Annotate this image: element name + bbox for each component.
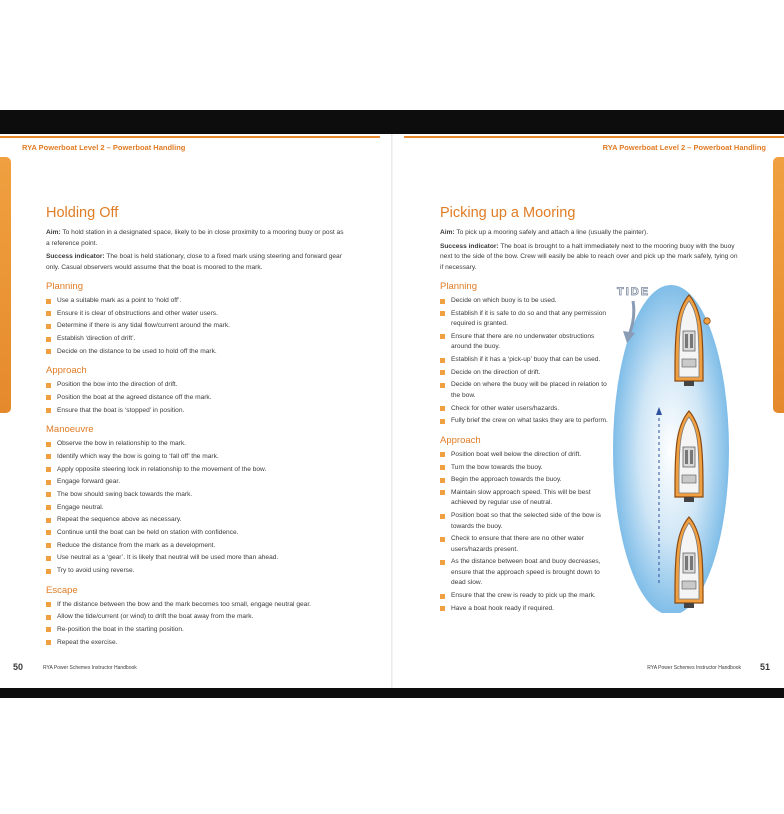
list-item xyxy=(46,406,346,417)
list-item xyxy=(46,465,346,476)
aim-paragraph xyxy=(46,228,346,249)
bullet-square-icon xyxy=(46,518,51,523)
list-item-text: Allow the tide/current (or wind) to drift the boat away from the mark. xyxy=(57,613,254,621)
aim-text: To pick up a mooring safely and attach a line (usually the painter). xyxy=(454,229,649,236)
aim-paragraph xyxy=(440,228,740,239)
list-item xyxy=(440,488,616,509)
list-item-text: Re-position the boat in the starting position. xyxy=(57,625,184,633)
list-item xyxy=(440,355,616,366)
section-heading: Approach xyxy=(46,365,87,377)
bullet-square-icon xyxy=(440,370,445,375)
section-tab xyxy=(773,157,784,413)
list-item xyxy=(46,309,346,320)
tide-label xyxy=(617,286,650,298)
list-item xyxy=(46,528,346,539)
list-item-text: Position boat so that the selected side of the bow is towards the buoy. xyxy=(451,512,601,530)
list-item-text: Have a boat hook ready if required. xyxy=(451,604,554,612)
section-heading: Manoeuvre xyxy=(46,424,94,436)
page-title: Picking up a Mooring xyxy=(440,205,576,221)
bullet-square-icon xyxy=(440,311,445,316)
bullet-square-icon xyxy=(46,324,51,329)
bullet-square-icon xyxy=(440,358,445,363)
list-item-text: Ensure it is clear of obstructions and other water users. xyxy=(57,309,218,317)
bullet-square-icon xyxy=(46,556,51,561)
bullet-square-icon xyxy=(46,395,51,400)
list-item xyxy=(46,553,346,564)
list-item xyxy=(440,557,616,589)
list-item xyxy=(46,439,346,450)
list-item xyxy=(46,347,346,358)
list-item xyxy=(46,625,346,636)
aim-text: To hold station in a designated space, likely to be in close proximity to a mooring buoy or post as a reference point. xyxy=(46,229,344,247)
list-item xyxy=(46,321,346,332)
list-item xyxy=(46,380,346,391)
bullet-square-icon xyxy=(46,640,51,645)
bullet-square-icon xyxy=(440,334,445,339)
bullet-list xyxy=(46,600,346,649)
list-item xyxy=(46,600,346,611)
page-number: 50 xyxy=(13,662,24,672)
header-rule xyxy=(404,136,784,138)
list-item xyxy=(440,604,616,615)
list-item xyxy=(46,503,346,514)
bullet-square-icon xyxy=(46,442,51,447)
success-label: Success indicator: xyxy=(440,242,499,250)
bullet-square-icon xyxy=(46,383,51,388)
bullet-square-icon xyxy=(46,311,51,316)
list-item xyxy=(440,416,616,427)
list-item xyxy=(46,296,346,307)
list-item-text: If the distance between the bow and the mark becomes too small, engage neutral gear. xyxy=(57,600,312,608)
bullet-square-icon xyxy=(46,480,51,485)
sections xyxy=(46,281,346,648)
list-item-text: Use neutral as a ‘gear’. It is likely that neutral will be used more than ahead. xyxy=(57,554,279,562)
list-item-text: Turn the bow towards the buoy. xyxy=(451,463,543,471)
list-item-text: Establish ‘direction of drift’. xyxy=(57,335,136,343)
section-heading: Approach xyxy=(440,434,481,446)
list-item-text: As the distance between boat and buoy decreases, ensure that the approach speed is brought down to dead slow. xyxy=(451,558,601,587)
right-page xyxy=(392,134,784,688)
success-text: The boat is held stationary, close to a fixed mark using steering and forward gear only. Casual observers would assume that the boat is moored to the mark. xyxy=(46,253,342,271)
bullet-square-icon xyxy=(46,408,51,413)
bullet-square-icon xyxy=(440,406,445,411)
bullet-square-icon xyxy=(46,492,51,497)
top-black-bar xyxy=(0,110,784,134)
bullet-square-icon xyxy=(440,594,445,599)
running-header: RYA Powerboat Level 2 – Powerboat Handling xyxy=(22,143,186,152)
list-item xyxy=(46,490,346,501)
page-title: Holding Off xyxy=(46,205,119,221)
list-item-text: Position the boat at the agreed distance off the mark. xyxy=(57,393,212,401)
list-item-text: Engage forward gear. xyxy=(57,478,121,486)
list-item-text: Decide on the distance to be used to hold off the mark. xyxy=(57,347,217,355)
list-item xyxy=(46,541,346,552)
list-item-text: Reduce the distance from the mark as a development. xyxy=(57,541,216,549)
list-item-text: Position boat well below the direction of drift. xyxy=(451,450,582,458)
list-item-text: Engage neutral. xyxy=(57,503,104,511)
list-item xyxy=(440,591,616,602)
list-item-text: Decide on which buoy is to be used. xyxy=(451,297,557,304)
list-item xyxy=(440,404,616,415)
bullet-square-icon xyxy=(440,452,445,457)
list-item-text: Use a suitable mark as a point to ‘hold off’. xyxy=(57,297,182,304)
list-item xyxy=(46,515,346,526)
list-item-text: Continue until the boat can be held on station with confidence. xyxy=(57,528,239,536)
bullet-square-icon xyxy=(440,537,445,542)
bullet-square-icon xyxy=(440,383,445,388)
success-text: The boat is brought to a halt immediately next to the mooring buoy with the buoy next to the side of the bow. Crew will easily be able to reach over and pick up the mark safely, tying on if necessary. xyxy=(440,242,738,271)
running-header: RYA Powerboat Level 2 – Powerboat Handling xyxy=(602,143,766,152)
list-item xyxy=(46,452,346,463)
bullet-square-icon xyxy=(46,543,51,548)
left-page xyxy=(0,134,392,688)
list-item xyxy=(440,450,616,461)
page-content xyxy=(46,205,346,650)
list-item-text: Ensure that the crew is ready to pick up the mark. xyxy=(451,592,596,600)
list-item xyxy=(46,612,346,623)
bullet-square-icon xyxy=(440,560,445,565)
list-item xyxy=(46,638,346,649)
list-item xyxy=(440,475,616,486)
list-item-text: Apply opposite steering lock in relationship to the movement of the bow. xyxy=(57,465,267,473)
success-label: Success indicator: xyxy=(46,253,105,260)
mooring-illustration xyxy=(611,283,756,613)
bullet-square-icon xyxy=(440,606,445,611)
bullet-square-icon xyxy=(46,454,51,459)
bullet-square-icon xyxy=(440,419,445,424)
list-item-text: Try to avoid using reverse. xyxy=(57,567,135,574)
list-item xyxy=(46,393,346,404)
list-item-text: Check to ensure that there are no other water users/hazards present. xyxy=(451,535,585,553)
bullet-square-icon xyxy=(440,299,445,304)
section-tab xyxy=(0,157,11,413)
list-item-text: Ensure that there are no underwater obstructions around the buoy. xyxy=(451,332,595,351)
bullet-square-icon xyxy=(46,615,51,620)
list-item-text: Establish if it has a ‘pick-up’ buoy that can be used. xyxy=(451,356,601,364)
bullet-list xyxy=(46,296,346,357)
footer-text: RYA Power Schemes Instructor Handbook xyxy=(647,665,741,671)
list-item-text: Ensure that the boat is ‘stopped’ in position. xyxy=(57,406,185,414)
list-item xyxy=(440,380,616,401)
success-paragraph xyxy=(46,252,346,273)
section-heading: Planning xyxy=(440,281,477,292)
list-item xyxy=(46,334,346,345)
list-item xyxy=(440,463,616,474)
bullet-square-icon xyxy=(440,514,445,519)
list-item xyxy=(440,332,616,353)
list-item xyxy=(440,368,616,379)
list-item-text: Begin the approach towards the buoy. xyxy=(451,476,562,484)
list-item xyxy=(440,534,616,555)
list-item-text: Establish if it is safe to do so and that any permission required is granted. xyxy=(451,309,607,328)
list-item-text: Decide on where the buoy will be placed in relation to the bow. xyxy=(451,381,607,399)
list-item-text: Maintain slow approach speed. This will be best achieved by regular use of neutral. xyxy=(451,488,591,507)
list-item-text: Identify which way the bow is going to ‘fall off’ the mark. xyxy=(57,452,219,460)
list-item-text: Determine if there is any tidal flow/current around the mark. xyxy=(57,322,230,330)
tide-text: TIDE xyxy=(617,286,651,298)
bullet-square-icon xyxy=(46,569,51,574)
bullet-square-icon xyxy=(46,467,51,472)
aim-label: Aim: xyxy=(440,229,455,236)
header-rule xyxy=(0,136,380,138)
section-heading: Escape xyxy=(46,584,78,596)
success-paragraph xyxy=(440,242,740,274)
bullet-square-icon xyxy=(46,299,51,304)
list-item xyxy=(46,566,346,577)
list-item xyxy=(440,511,616,532)
list-item xyxy=(46,477,346,488)
bullet-square-icon xyxy=(46,505,51,510)
list-item-text: Observe the bow in relationship to the mark. xyxy=(57,440,187,448)
bullet-square-icon xyxy=(440,465,445,470)
bullet-list xyxy=(46,439,346,576)
list-item xyxy=(440,296,616,307)
bullet-square-icon xyxy=(440,478,445,483)
list-item-text: Repeat the exercise. xyxy=(57,638,118,646)
list-item-text: Decide on the direction of drift. xyxy=(451,368,541,376)
bullet-square-icon xyxy=(440,490,445,495)
page-number: 51 xyxy=(759,662,770,672)
list-item-text: Fully brief the crew on what tasks they are to perform. xyxy=(451,417,608,425)
mooring-buoy xyxy=(704,318,710,324)
list-item-text: Position the bow into the direction of drift. xyxy=(57,381,178,389)
bullet-square-icon xyxy=(46,602,51,607)
bullet-list xyxy=(46,380,346,416)
list-item-text: Repeat the sequence above as necessary. xyxy=(57,516,182,524)
list-item-text: The bow should swing back towards the mark. xyxy=(57,490,193,498)
list-item-text: Check for other water users/hazards. xyxy=(451,404,560,412)
footer-text: RYA Power Schemes Instructor Handbook xyxy=(43,665,137,671)
bottom-black-bar xyxy=(0,688,784,698)
section-heading: Planning xyxy=(46,281,83,292)
bullet-square-icon xyxy=(46,627,51,632)
bullet-square-icon xyxy=(46,337,51,342)
bullet-square-icon xyxy=(46,530,51,535)
aim-label: Aim: xyxy=(46,229,61,236)
list-item xyxy=(440,309,616,330)
bullet-square-icon xyxy=(46,349,51,354)
book-gutter xyxy=(391,134,393,688)
